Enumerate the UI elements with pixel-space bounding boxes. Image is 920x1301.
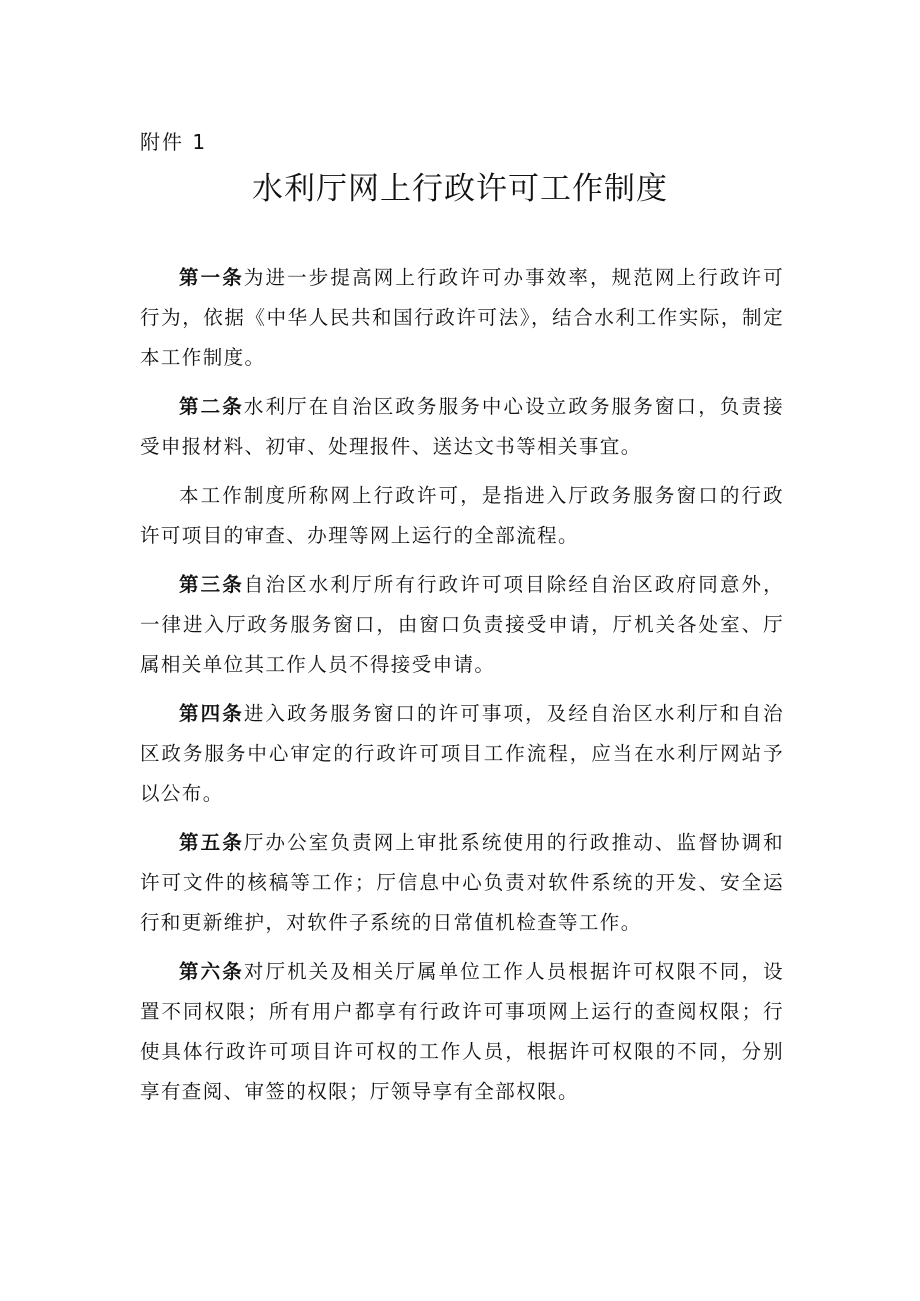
article-6-paragraph bbox=[140, 952, 784, 1112]
article-heading: 第四条 bbox=[179, 702, 244, 725]
article-text: 进入政务服务窗口的许可事项，及经自治区水利厅和自治区政务服务中心审定的行政许可项目工作流程，应当在水利厅网站予以公布。 bbox=[140, 702, 784, 805]
article-heading: 第五条 bbox=[179, 831, 244, 854]
article-heading: 第二条 bbox=[179, 395, 244, 418]
attachment-label: 附件 1 bbox=[140, 130, 208, 154]
article-1-paragraph bbox=[140, 258, 784, 378]
article-3-paragraph bbox=[140, 565, 784, 685]
article-5-paragraph bbox=[140, 823, 784, 943]
article-text: 为进一步提高网上行政许可办事效率，规范网上行政许可行为，依据《中华人民共和国行政许可法》，结合水利工作实际，制定本工作制度。 bbox=[140, 266, 784, 369]
article-text: 厅办公室负责网上审批系统使用的行政推动、监督协调和许可文件的核稿等工作；厅信息中心负责对软件系统的开发、安全运行和更新维护，对软件子系统的日常值机检查等工作。 bbox=[140, 831, 784, 934]
article-4-paragraph bbox=[140, 694, 784, 814]
article-text: 对厅机关及相关厅属单位工作人员根据许可权限不同，设置不同权限；所有用户都享有行政许可事项网上运行的查阅权限；行使具体行政许可项目许可权的工作人员，根据许可权限的不同，分别享有查阅、审签的权限；厅领导享有全部权限。 bbox=[140, 960, 784, 1103]
document-title: 水利厅网上行政许可工作制度 bbox=[252, 171, 668, 207]
definition-paragraph bbox=[140, 476, 784, 556]
article-text: 水利厅在自治区政务服务中心设立政务服务窗口，负责接受申报材料、初审、处理报件、送达文书等相关事宜。 bbox=[140, 395, 784, 458]
article-heading: 第六条 bbox=[179, 960, 244, 983]
article-text: 自治区水利厅所有行政许可项目除经自治区政府同意外，一律进入厅政务服务窗口，由窗口负责接受申请，厅机关各处室、厅属相关单位其工作人员不得接受申请。 bbox=[140, 573, 784, 676]
article-heading: 第三条 bbox=[179, 573, 244, 596]
article-heading: 第一条 bbox=[179, 266, 244, 289]
paragraph-text: 本工作制度所称网上行政许可，是指进入厅政务服务窗口的行政许可项目的审查、办理等网上运行的全部流程。 bbox=[140, 484, 784, 547]
article-2-paragraph bbox=[140, 387, 784, 467]
document-body bbox=[140, 258, 784, 1121]
